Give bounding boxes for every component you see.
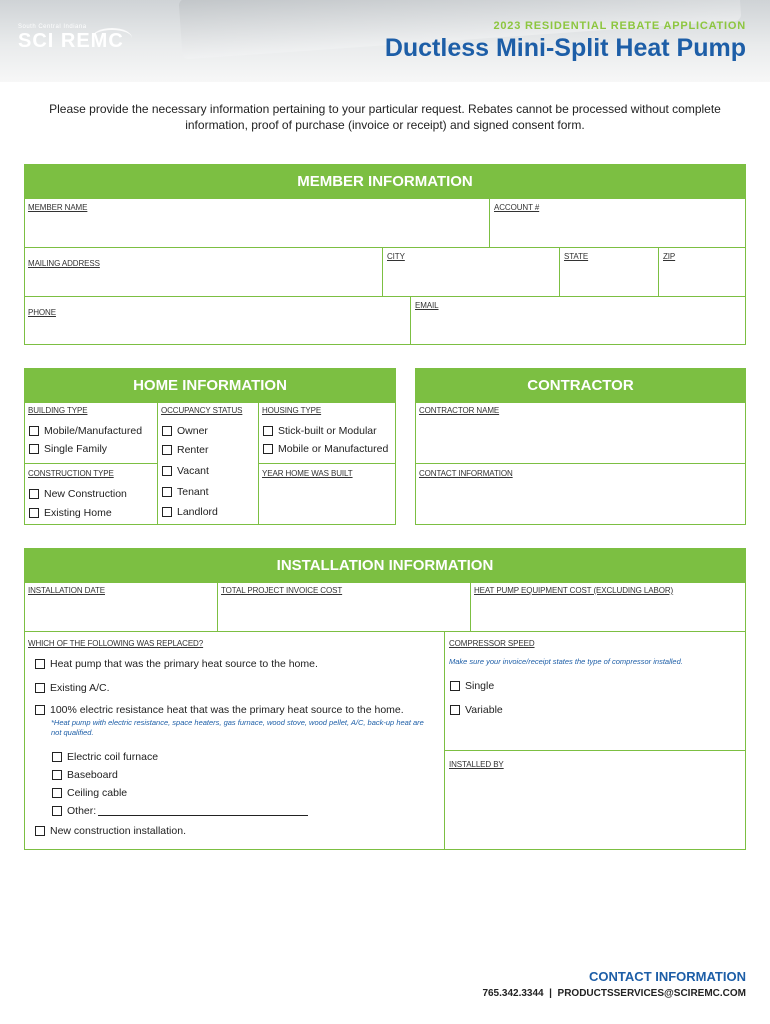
contractor-name-field[interactable] [416,403,745,463]
checkbox-icon[interactable] [263,444,273,454]
equipment-cost-label: HEAT PUMP EQUIPMENT COST (EXCLUDING LABOR) [474,586,674,595]
replaced-qualification-note: *Heat pump with electric resistance, space heaters, gas furnace, wood stove, wood pellet, A/C, back-up heat are not qualified. [51,718,424,737]
member-name-field[interactable] [25,199,489,247]
account-field[interactable] [490,199,746,247]
sub-option-ceiling-cable[interactable]: Ceiling cable [52,787,127,799]
installation-date-label: INSTALLATION DATE [28,586,105,595]
checkbox-icon[interactable] [162,507,172,517]
occupancy-option-tenant[interactable]: Tenant [162,486,209,498]
other-text-field[interactable] [98,806,308,816]
checkbox-icon[interactable] [29,489,39,499]
checkbox-icon[interactable] [162,466,172,476]
checkbox-icon[interactable] [162,445,172,455]
replaced-option-electric-resistance[interactable]: 100% electric resistance heat that was the primary heat source to the home. [35,704,404,716]
year-built-field[interactable] [259,464,396,525]
state-field[interactable] [560,248,658,296]
intro-text: Please provide the necessary information pertaining to your particular request. Rebates cannot be processed without complete information, proof of purchase (invoice or receipt) and signed consent form. [49,102,721,132]
home-information-section [24,368,396,525]
replaced-option-new-construction[interactable]: New construction installation. [35,825,186,837]
occupancy-option-vacant[interactable]: Vacant [162,465,209,477]
mailing-address-field[interactable] [25,248,382,296]
mailing-address-label: MAILING ADDRESS [28,259,100,268]
page-title: Ductless Mini-Split Heat Pump [384,34,746,62]
footer-contact-line: 765.342.3344 | PRODUCTSSERVICES@SCIREMC.COM [482,988,746,999]
page-header [0,0,770,82]
occupancy-status-label: OCCUPANCY STATUS [161,406,243,415]
zip-label: ZIP [663,252,676,261]
contractor-name-label: CONTRACTOR NAME [419,406,500,415]
checkbox-icon[interactable] [263,426,273,436]
checkbox-icon[interactable] [52,788,62,798]
logo-tagline: South Central Indiana [18,24,87,30]
city-field[interactable] [383,248,559,296]
installation-information-section [24,548,746,850]
housing-option-stick-built[interactable]: Stick-built or Modular [263,425,377,437]
building-option-mobile[interactable]: Mobile/Manufactured [29,425,142,437]
home-information-heading: HOME INFORMATION [25,369,395,403]
installation-date-field[interactable] [25,583,217,631]
checkbox-icon[interactable] [29,426,39,436]
checkbox-icon[interactable] [35,683,45,693]
total-project-cost-field[interactable] [218,583,470,631]
compressor-note: Make sure your invoice/receipt states the type of compressor installed. [449,657,683,666]
year-built-label: YEAR HOME WAS BUILT [262,469,353,478]
building-type-label: BUILDING TYPE [28,406,88,415]
construction-type-label: CONSTRUCTION TYPE [28,469,114,478]
state-label: STATE [564,252,589,261]
contractor-heading: CONTRACTOR [416,369,745,403]
logo-swoosh-icon [92,28,132,48]
building-option-single-family[interactable]: Single Family [29,443,107,455]
checkbox-icon[interactable] [52,770,62,780]
compressor-option-variable[interactable]: Variable [450,704,503,716]
construction-option-existing[interactable]: Existing Home [29,507,112,519]
checkbox-icon[interactable] [35,659,45,669]
replaced-option-existing-ac[interactable]: Existing A/C. [35,682,110,694]
account-label: ACCOUNT # [494,203,540,212]
checkbox-icon[interactable] [450,681,460,691]
checkbox-icon[interactable] [162,426,172,436]
checkbox-icon[interactable] [52,806,62,816]
phone-field[interactable] [25,297,410,345]
installation-information-heading: INSTALLATION INFORMATION [25,549,745,583]
footer-contact-title: CONTACT INFORMATION [589,969,746,984]
logo-wordmark: SCI REMC [18,30,124,52]
contact-information-field[interactable] [416,464,745,525]
checkbox-icon[interactable] [162,487,172,497]
compressor-speed-label: COMPRESSOR SPEED [449,639,535,648]
checkbox-icon[interactable] [35,826,45,836]
checkbox-icon[interactable] [450,705,460,715]
housing-option-mobile[interactable]: Mobile or Manufactured [263,443,388,455]
email-label: EMAIL [415,301,439,310]
installed-by-field[interactable] [445,751,745,850]
checkbox-icon[interactable] [29,444,39,454]
housing-type-label: HOUSING TYPE [262,406,322,415]
member-information-heading: MEMBER INFORMATION [25,165,745,199]
sub-option-baseboard[interactable]: Baseboard [52,769,118,781]
checkbox-icon[interactable] [35,705,45,715]
phone-label: PHONE [28,308,56,317]
member-name-label: MEMBER NAME [28,203,88,212]
header-subtitle: 2023 RESIDENTIAL REBATE APPLICATION [493,20,746,32]
compressor-option-single[interactable]: Single [450,680,494,692]
occupancy-option-owner[interactable]: Owner [162,425,208,437]
sci-remc-logo [18,24,148,64]
occupancy-option-landlord[interactable]: Landlord [162,506,218,518]
equipment-cost-field[interactable] [471,583,745,631]
sub-option-other[interactable]: Other: [52,805,308,817]
installed-by-label: INSTALLED BY [449,760,504,769]
replaced-question-label: WHICH OF THE FOLLOWING WAS REPLACED? [28,639,204,648]
member-information-section [24,164,746,345]
occupancy-option-renter[interactable]: Renter [162,444,209,456]
contractor-section [415,368,746,525]
city-label: CITY [387,252,405,261]
total-project-cost-label: TOTAL PROJECT INVOICE COST [221,586,343,595]
replaced-option-heat-pump[interactable]: Heat pump that was the primary heat source to the home. [35,658,318,670]
sub-option-electric-coil-furnace[interactable]: Electric coil furnace [52,751,158,763]
contact-information-label: CONTACT INFORMATION [419,469,513,478]
zip-field[interactable] [659,248,745,296]
checkbox-icon[interactable] [29,508,39,518]
email-field[interactable] [411,297,745,345]
construction-option-new[interactable]: New Construction [29,488,127,500]
checkbox-icon[interactable] [52,752,62,762]
